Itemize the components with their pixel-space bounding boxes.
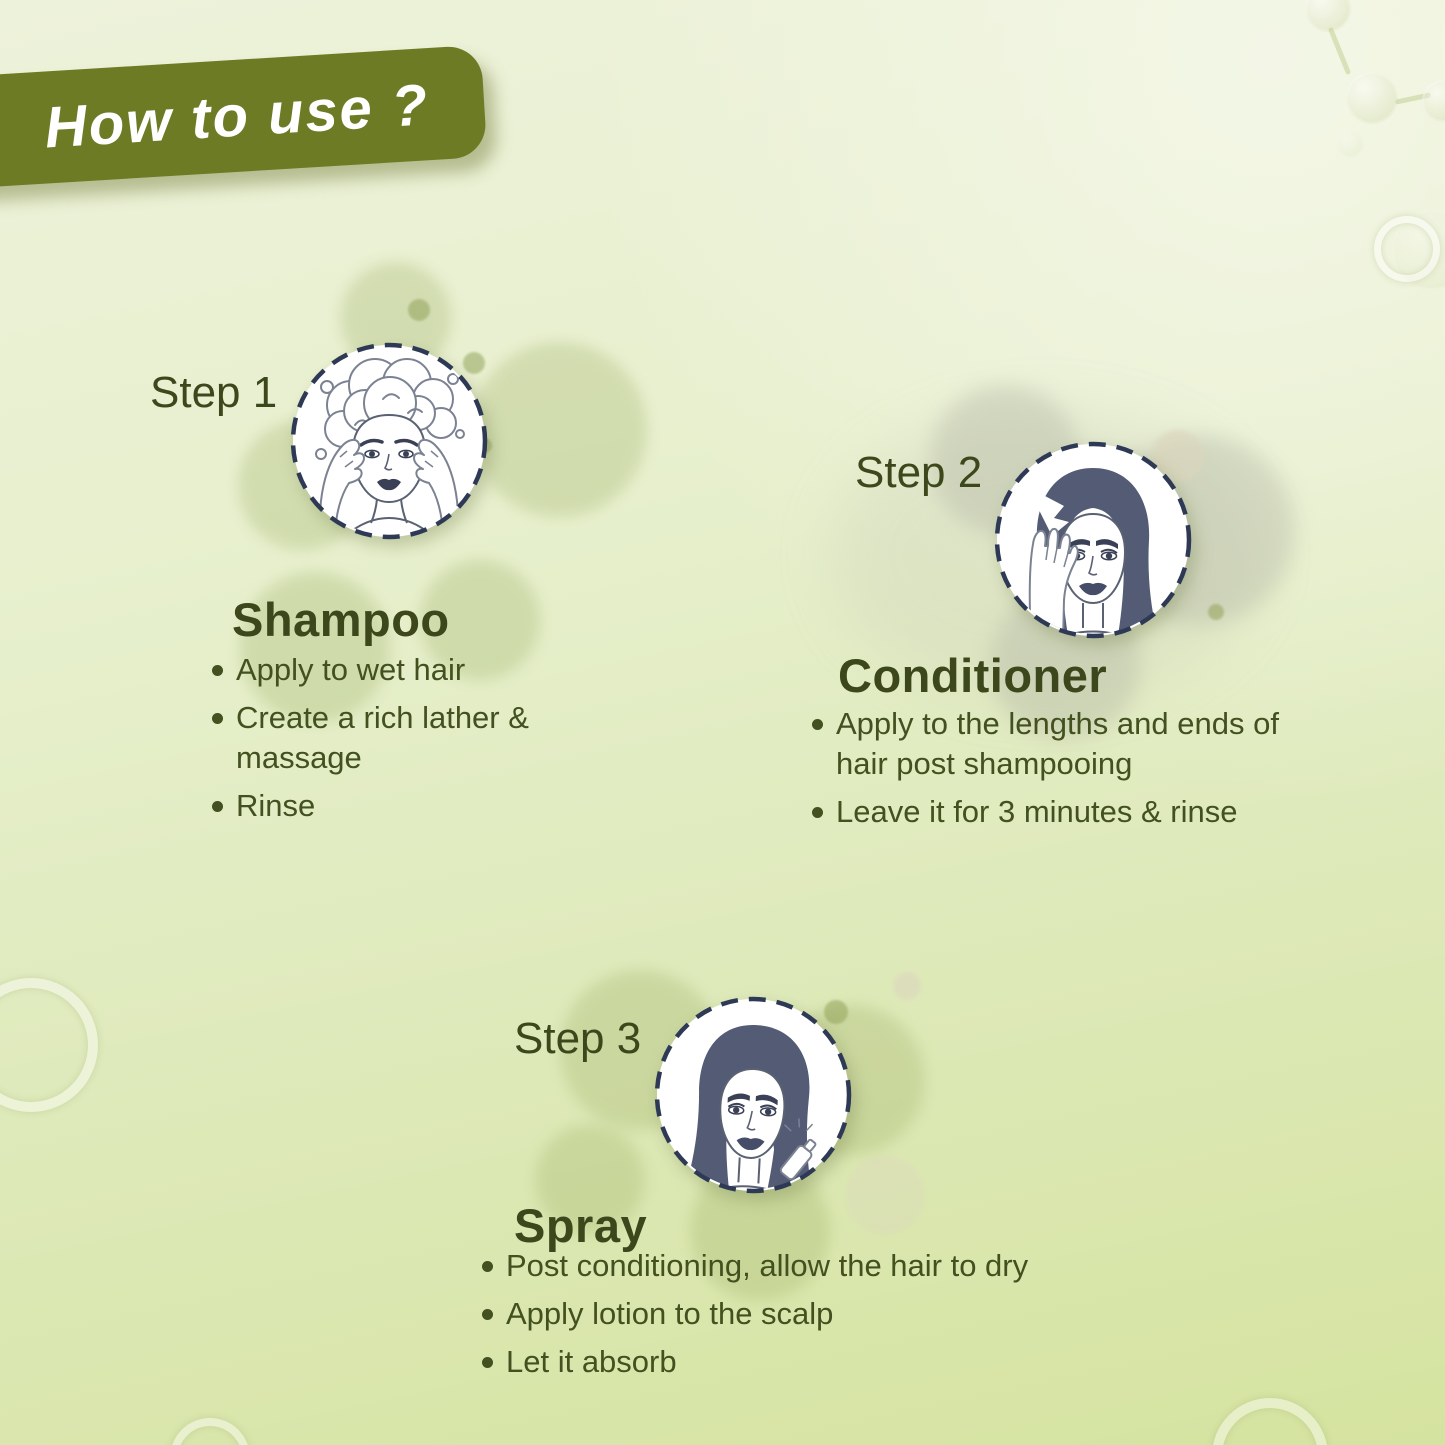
bubble-ring-decor	[170, 1418, 250, 1445]
conditioner-illustration	[991, 438, 1195, 642]
how-to-use-banner	[0, 45, 487, 190]
bullet-item: Leave it for 3 minutes & rinse	[812, 792, 1312, 832]
shampoo-illustration	[287, 339, 491, 543]
decor-dot	[845, 1155, 925, 1235]
decor-dot	[893, 972, 921, 1000]
decor-dot	[1208, 604, 1224, 620]
bullet-dot-icon	[812, 719, 823, 730]
bullet-dot-icon	[482, 1309, 493, 1320]
bullet-dot-icon	[482, 1261, 493, 1272]
step-1-label: Step 1	[150, 368, 278, 417]
bullet-item: Create a rich lather & massage	[212, 698, 552, 778]
bullet-dot-icon	[212, 801, 223, 812]
bubble-ring-decor	[0, 978, 98, 1112]
molecule-stem-decor	[1328, 27, 1351, 75]
bullet-dot-icon	[812, 807, 823, 818]
molecule-bubble-decor	[1305, 0, 1351, 32]
decor-dot	[408, 299, 430, 321]
step-3-bullet-list	[482, 1246, 1182, 1390]
page-title: How to use ?	[42, 71, 431, 161]
step-3-label: Step 3	[514, 1014, 642, 1063]
bullet-item: Apply lotion to the scalp	[482, 1294, 1182, 1334]
step-2-label: Step 2	[855, 448, 983, 497]
spray-illustration	[651, 993, 855, 1197]
bubble-ring-decor	[1374, 216, 1440, 282]
step-1-title: Shampoo	[232, 593, 450, 646]
step-2-title: Conditioner	[838, 649, 1108, 702]
step-1-bullet-list	[212, 650, 552, 834]
bullet-dot-icon	[212, 665, 223, 676]
bullet-item: Apply to wet hair	[212, 650, 552, 690]
molecule-bubble-decor	[1336, 130, 1364, 158]
bullet-item: Rinse	[212, 786, 552, 826]
bullet-dot-icon	[212, 713, 223, 724]
step-3-title: Spray	[514, 1199, 648, 1252]
bullet-item: Let it absorb	[482, 1342, 1182, 1382]
bullet-item: Apply to the lengths and ends of hair post shampooing	[812, 704, 1312, 784]
bullet-dot-icon	[482, 1357, 493, 1368]
molecule-bubble-decor	[1346, 72, 1398, 124]
decor-blob	[472, 342, 647, 517]
step-2-bullet-list	[812, 704, 1312, 840]
molecule-bubble-decor	[1422, 80, 1445, 122]
bubble-ring-decor	[1212, 1398, 1328, 1445]
bullet-item: Post conditioning, allow the hair to dry	[482, 1246, 1182, 1286]
